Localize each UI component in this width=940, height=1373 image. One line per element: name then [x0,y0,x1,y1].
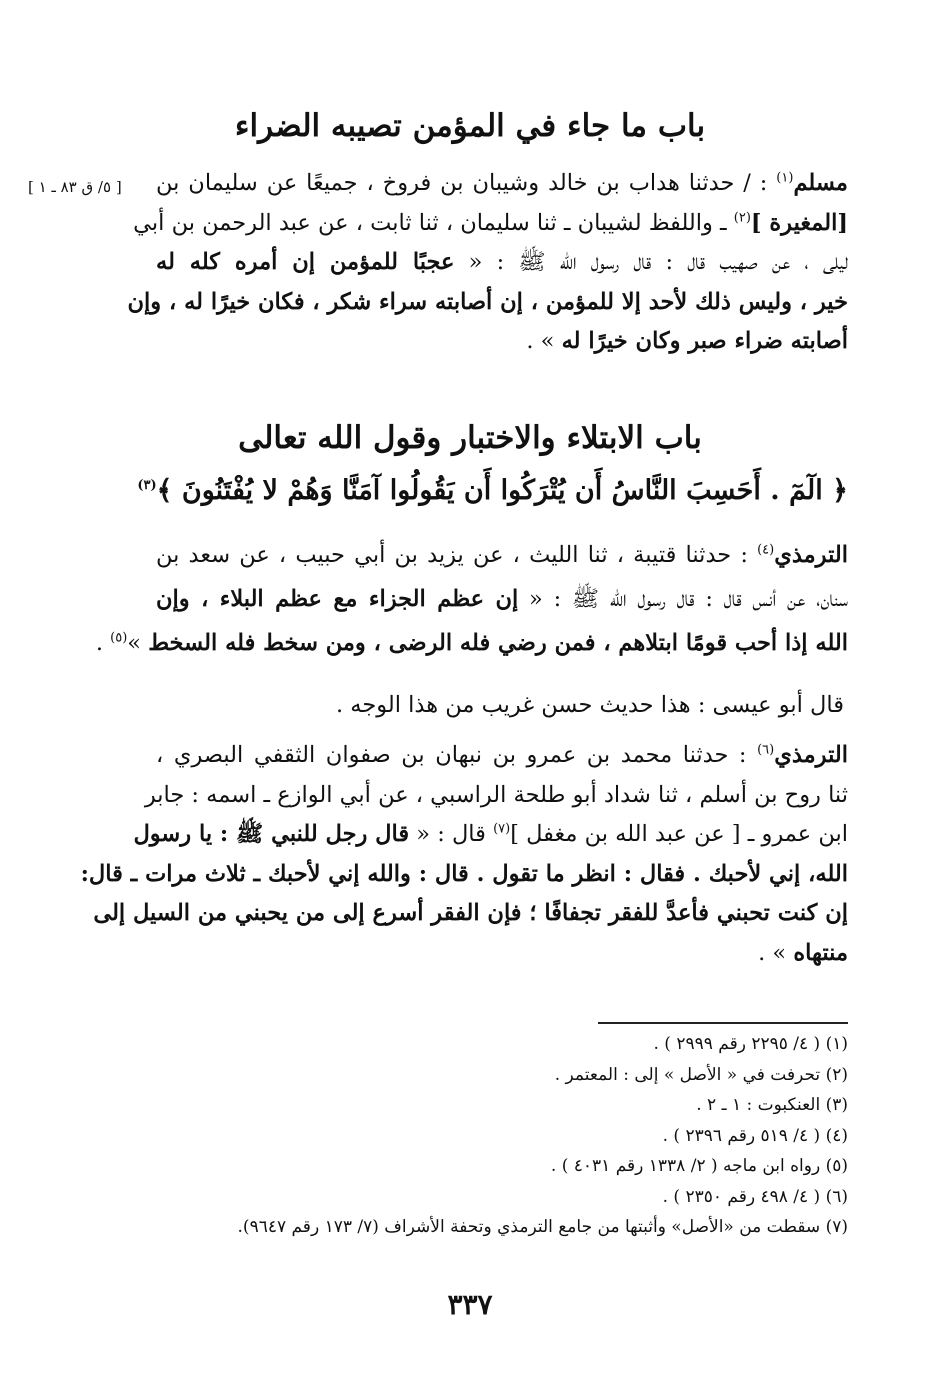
footnote-marker: (٤) [757,542,775,558]
hadith-text: عجبًا للمؤمن إن أمره كله له [156,249,455,275]
text-line [133,208,848,238]
footnote: (٥) رواه ابن ماجه ( ٢/ ١٣٣٨ رقم ٤٠٣١ ) . [550,1156,848,1176]
hadith-text: إن كنت تحبني فأعدَّ للفقر تجفافًا ؛ فإن الفقر أسرع إلى من يحبني من السيل إلى [93,900,848,926]
text-line [156,247,848,277]
footnote: (١) ( ٤/ ٢٢٩٥ رقم ٢٩٩٩ ) . [653,1034,848,1054]
abu-isa-remark: قال أبو عيسى : هذا حديث حسن غريب من هذا الوجه . [336,692,844,718]
hadith-text: إن عظم الجزاء مع عظم البلاء ، وإن [156,586,519,612]
hadith-text: الله، إني لأحبك . فقال : انظر ما تقول . قال : والله إني لأحبك ـ ثلاث مرات ـ قال: [80,860,848,887]
chain-text: ليلى ، عن صهيب قال : قال رسول الله ﷺ : « [454,249,848,275]
chain-text: » [127,630,149,656]
manuscript-margin-reference: [ ٥/ ق ٨٣ ـ ١ ] [28,178,122,196]
hadith-text: خير ، وليس ذلك لأحد إلا للمؤمن ، إن أصابته سراء شكر ، فكان خيرًا له ، وإن [127,288,848,315]
text-line [127,287,848,317]
footnote-marker: (٢) [733,210,751,225]
footnote: (٦) ( ٤/ ٤٩٨ رقم ٢٣٥٠ ) . [662,1186,848,1207]
hadith-text: قال رجل للنبي ﷺ : يا رسول [133,821,410,847]
text-line [156,540,848,570]
chain-text: . [95,630,111,656]
text-line [156,168,848,198]
text-line [95,628,848,658]
footnote-marker: (٦) [757,742,775,758]
text-line [93,898,848,928]
footnote: (٤) ( ٤/ ٥١٩ رقم ٢٣٩٦ ) . [662,1125,848,1146]
page-number: ٣٣٧ [447,1288,493,1321]
chapter-title-1: باب ما جاء في المؤمن تصيبه الضراء [234,108,706,144]
chain-text: » . [758,939,794,966]
chain-text: ابن عمرو ـ [ عن عبد الله بن مغفل ] [510,821,848,847]
narrator-name: [المغيرة ] [750,209,848,236]
footnote-marker: (١) [776,170,794,186]
text-line [156,584,848,614]
footnote-marker: (٣) [137,478,157,493]
hadith-text: الله إذا أحب قومًا ابتلاهم ، فمن رضي فله الرضى ، ومن سخط فله السخط [148,630,848,656]
text-line [133,819,848,849]
chain-text: سنان، عن أنس قال : قال رسول الله ﷺ : « [518,586,848,612]
chapter-title-2: باب الابتلاء والاختبار وقول الله تعالى [238,420,702,456]
chain-text: قال : « [409,821,494,847]
chain-text: : / حدثنا هداب بن خالد وشيبان بن فروخ ، جميعًا عن سليمان بن [156,170,777,196]
narrator-name: مسلم [793,170,848,196]
text-line [156,326,848,356]
text-line [144,780,848,810]
chain-text: ثنا روح بن أسلم ، ثنا شداد أبو طلحة الراسبي ، عن أبي الوازع ـ اسمه : جابر [144,781,848,808]
text-line [80,859,848,889]
narrator-name: الترمذي [774,542,848,568]
chain-text: : حدثنا قتيبة ، ثنا الليث ، عن يزيد بن أبي حبيب ، عن سعد بن [156,542,758,568]
footnote: (٢) تحرفت في « الأصل » إلى : المعتمر . [554,1064,848,1085]
narrator-name: الترمذي [774,742,848,768]
footnote: (٣) العنكبوت : ١ ـ ٢ . [696,1095,848,1115]
footnote-marker: (٧) [493,821,511,837]
quran-verse-text: ﴿ الٓمٓ . أَحَسِبَ النَّاسُ أَن يُتْرَكُوا أَن يَقُولُوا آمَنَّا وَهُمْ لا يُفْتَنُونَ ﴾ [156,475,848,506]
text-line [156,938,848,968]
text-line [156,740,848,770]
footnote-marker: (٥) [110,630,128,646]
footnote-separator [598,1022,848,1024]
chain-text: : حدثنا محمد بن عمرو بن نبهان بن صفوان الثقفي البصري ، [156,742,758,768]
chain-text: » . [526,328,562,354]
quran-verse [137,475,848,506]
chain-text: ـ واللفظ لشيبان ـ ثنا سليمان ، ثنا ثابت ، عن عبد الرحمن بن أبي [133,209,734,236]
hadith-text: منتهاه [793,939,848,966]
footnote: (٧) سقطت من «الأصل» وأثبتها من جامع الترمذي وتحفة الأشراف (٧/ ١٧٣ رقم ٩٦٤٧). [237,1217,848,1237]
hadith-text: أصابته ضراء صبر وكان خيرًا له [561,328,848,354]
